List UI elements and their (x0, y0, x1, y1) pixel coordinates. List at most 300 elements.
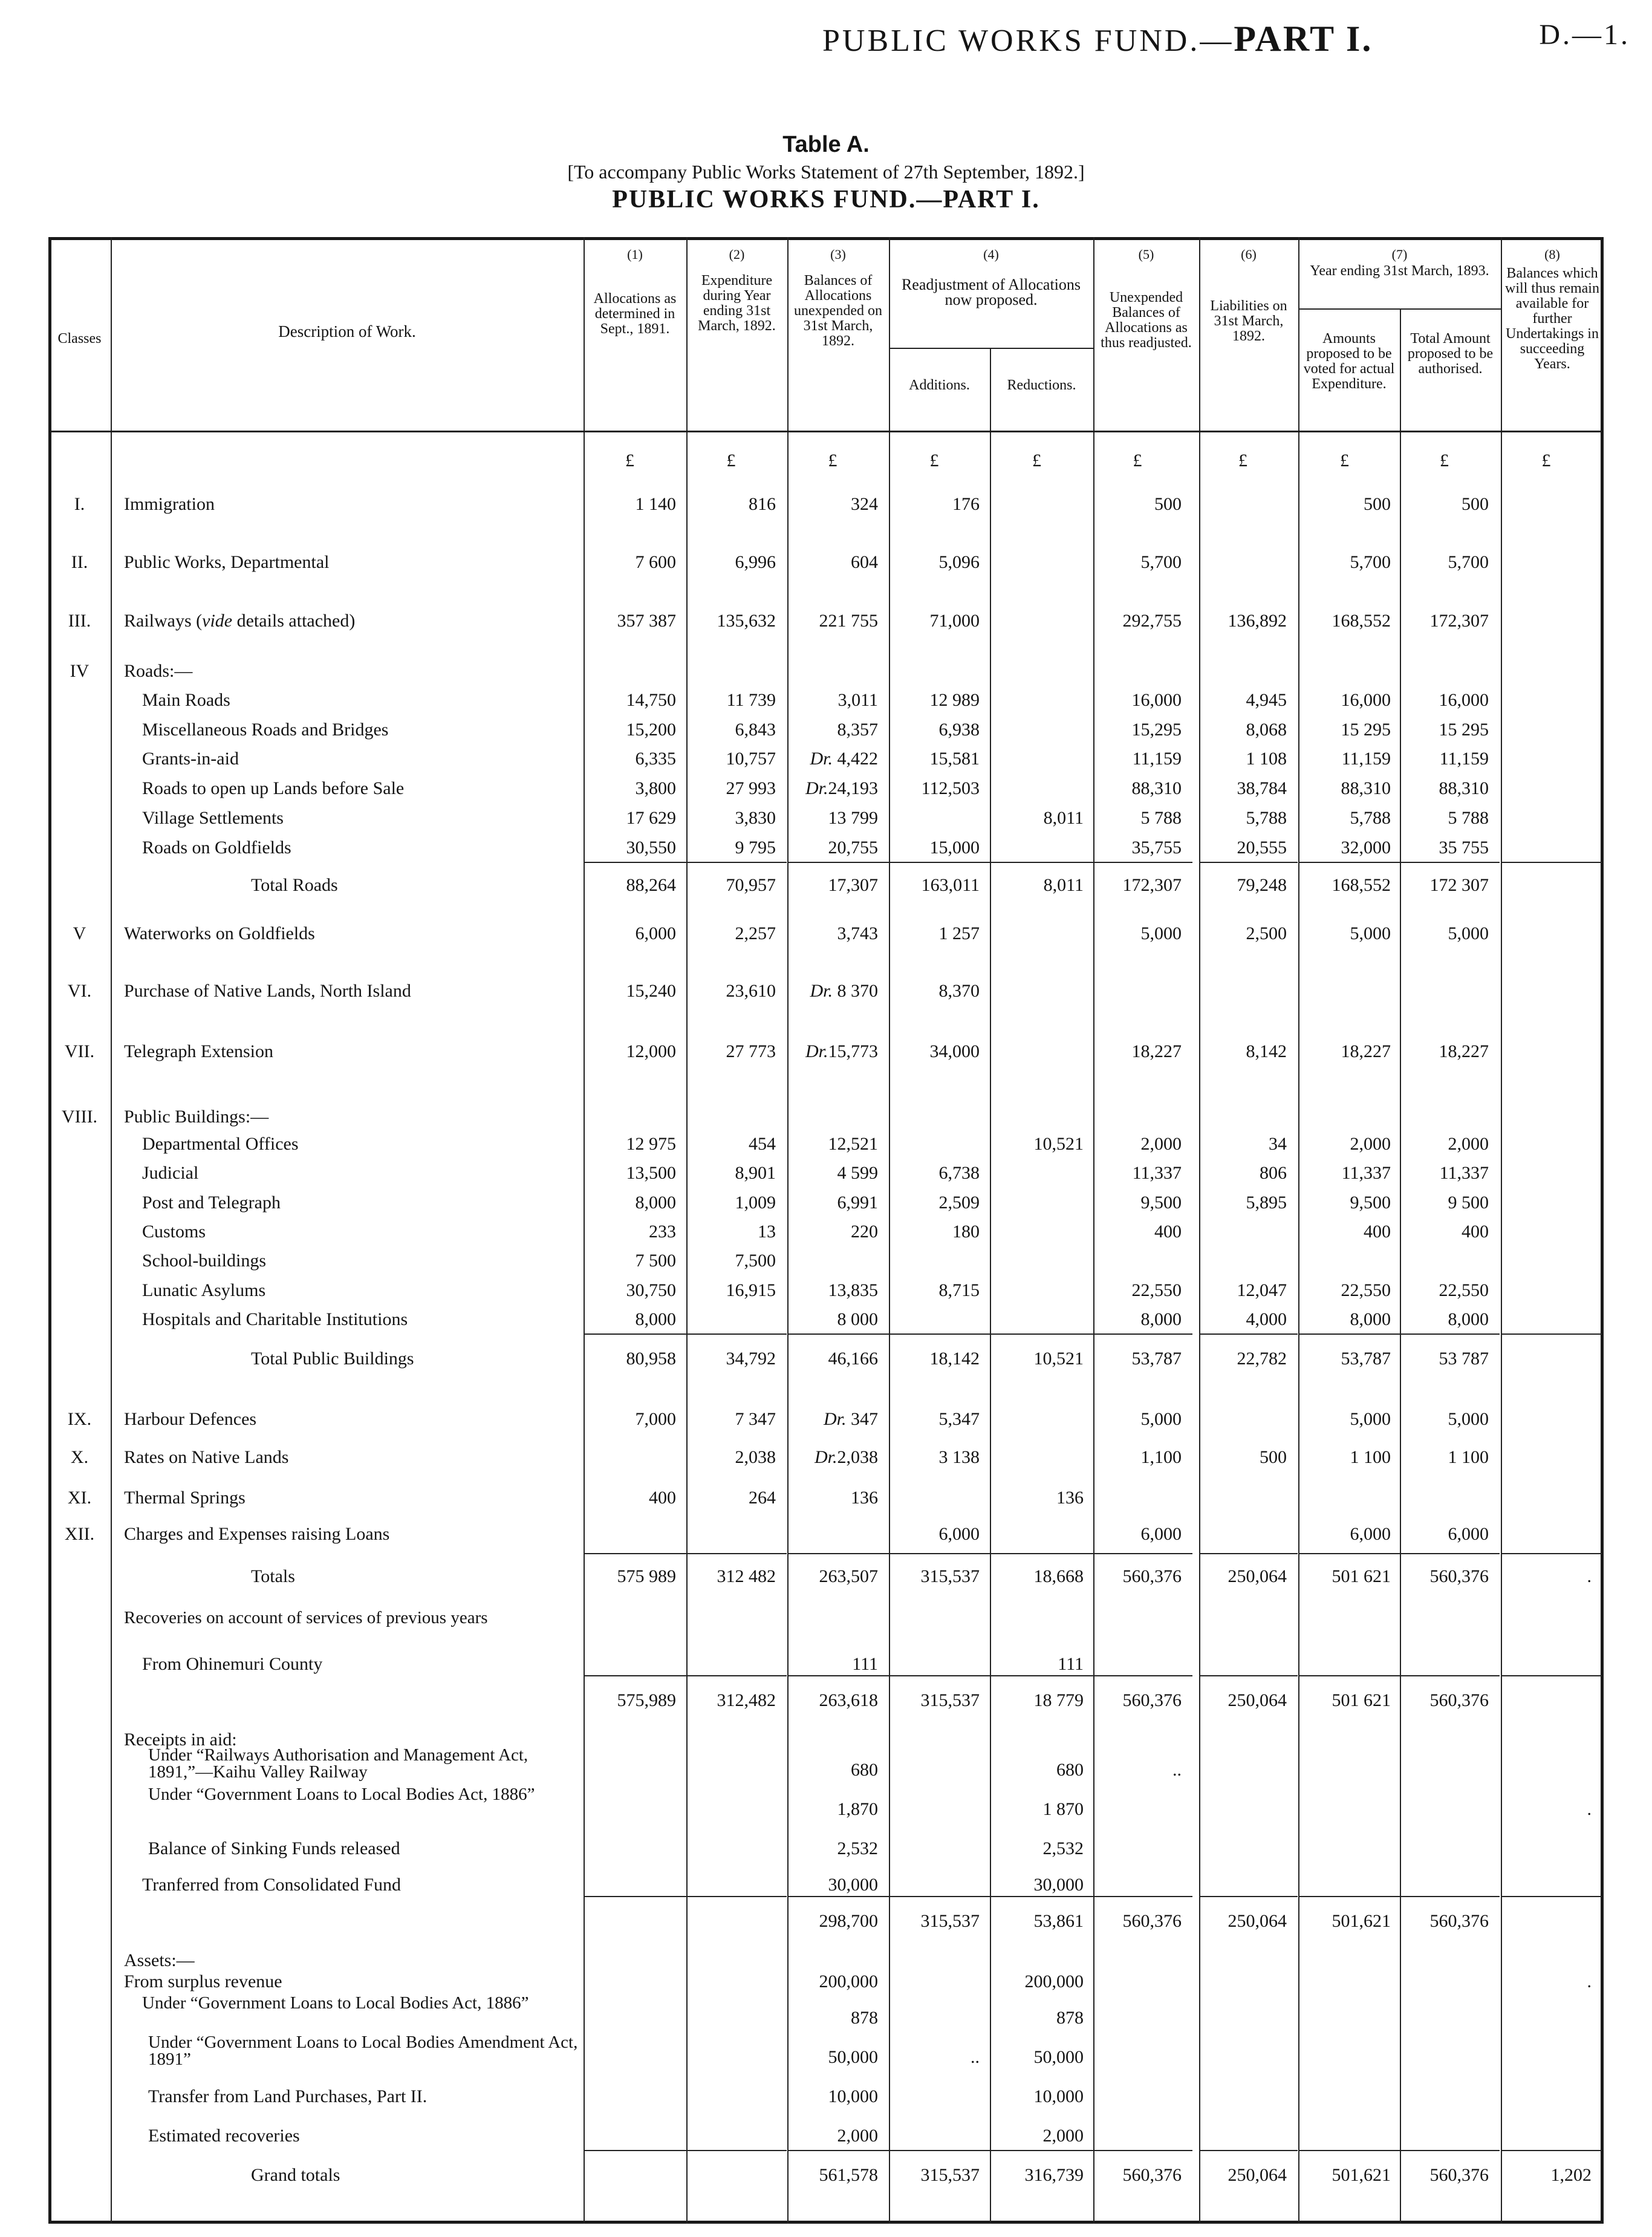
total-rule (1400, 1553, 1500, 1554)
col-num-2: (2) (729, 247, 745, 262)
total-rule (889, 2150, 990, 2151)
work-description: Under “Government Loans to Local Bodies Act, 1886” (142, 1993, 529, 2013)
amount-cell: 136 (851, 1488, 878, 1508)
amount-cell: 13 (758, 1222, 776, 1242)
total-rule (1501, 1333, 1602, 1335)
amount-cell: 263,507 (819, 1566, 878, 1586)
total-rule (787, 862, 889, 863)
total-rule (1093, 1896, 1192, 1897)
col-divider (111, 237, 112, 2224)
amount-cell: 12 975 (626, 1134, 676, 1154)
amount-cell: 10,757 (726, 749, 776, 769)
currency-symbol: £ (1440, 451, 1449, 471)
class-numeral: XII. (64, 1524, 95, 1544)
amount-cell: 315,537 (920, 1566, 980, 1586)
amount-cell: 8,142 (1246, 1041, 1287, 1061)
work-description: Under “Government Loans to Local Bodies Act, 1886” (148, 1785, 535, 1804)
work-description: Estimated recoveries (148, 2126, 300, 2146)
amount-cell: 9 795 (735, 838, 776, 858)
amount-cell: 10,000 (828, 2086, 878, 2106)
class-numeral: VII. (64, 1041, 95, 1061)
col-divider (990, 348, 991, 2224)
amount-cell: 315,537 (920, 2165, 980, 2185)
amount-cell: 680 (851, 1760, 878, 1780)
work-description: Public Buildings:— (124, 1107, 269, 1127)
work-description: Thermal Springs (124, 1488, 246, 1508)
amount-cell: 180 (952, 1222, 980, 1242)
amount-cell: 1,100 (1140, 1447, 1182, 1467)
amount-cell: 575,989 (617, 1690, 676, 1710)
amount-cell: 8,901 (735, 1163, 776, 1183)
col-header-7a: Amounts proposed to be voted for actual Expenditure. (1303, 331, 1395, 392)
amount-cell: 806 (1260, 1163, 1287, 1183)
amount-cell: 88,310 (1131, 778, 1182, 798)
amount-cell: 500 (1154, 494, 1182, 514)
amount-cell: 5,096 (938, 552, 980, 572)
total-rule (1400, 1675, 1500, 1676)
amount-cell: 15,581 (929, 749, 980, 769)
total-rule (686, 1553, 787, 1554)
amount-cell: 10,521 (1033, 1134, 1084, 1154)
amount-cell: 2,257 (735, 923, 776, 943)
col-header-3: Balances of Allocations unexpended on 31st March, 1892. (794, 273, 882, 349)
work-description: Roads:— (124, 661, 193, 681)
amount-cell: 8,000 (1448, 1309, 1489, 1329)
col-num-4: (4) (983, 247, 999, 262)
amount-cell: 16,000 (1131, 690, 1182, 710)
work-description: Grants-in-aid (142, 749, 239, 769)
amount-cell: 11,337 (1341, 1163, 1391, 1183)
amount-cell: 2,038 (735, 1447, 776, 1467)
amount-cell: 163,011 (921, 875, 980, 895)
amount-cell: 3,800 (635, 778, 676, 798)
amount-cell: 79,248 (1237, 875, 1287, 895)
col-header-4-reductions: Reductions. (1007, 377, 1076, 393)
amount-cell: 32,000 (1341, 838, 1391, 858)
amount-cell: 1 108 (1246, 749, 1287, 769)
amount-cell: 13,500 (626, 1163, 676, 1183)
col-header-5: Unexpended Balances of Allocations as thus readjusted. (1101, 290, 1192, 351)
amount-cell: 12,000 (626, 1041, 676, 1061)
amount-cell: 264 (749, 1488, 776, 1508)
class-numeral: XI. (67, 1488, 92, 1508)
amount-cell: 5,000 (1140, 1409, 1182, 1429)
amount-cell: 30,550 (626, 838, 676, 858)
col-header-4: Readjustment of Allocations now proposed. (901, 276, 1081, 308)
amount-cell: 5,347 (938, 1409, 980, 1429)
work-description: Roads to open up Lands before Sale (142, 778, 405, 798)
table-subtitle: [To accompany Public Works Statement of 27th September, 1892.] (567, 161, 1085, 183)
col-divider (1298, 237, 1299, 2224)
amount-cell: 10,521 (1033, 1349, 1084, 1369)
total-rule (1501, 862, 1602, 863)
amount-cell: 250,064 (1228, 1911, 1287, 1931)
amount-cell: 560,376 (1122, 1690, 1182, 1710)
col-header-2: Expenditure during Year ending 31st March, 1892. (698, 273, 776, 334)
amount-cell: 2,000 (1448, 1134, 1489, 1154)
amount-cell: 34 (1269, 1134, 1287, 1154)
amount-cell: 46,166 (828, 1349, 878, 1369)
amount-cell: 5,000 (1350, 923, 1391, 943)
amount-cell: 6,000 (1350, 1524, 1391, 1544)
amount-cell: 15,295 (1131, 720, 1182, 740)
amount-cell: 5 788 (1140, 808, 1182, 828)
total-rule (1400, 2150, 1500, 2151)
amount-cell: 5,000 (1350, 1409, 1391, 1429)
total-label: Total Roads (251, 875, 338, 895)
amount-cell: 18 779 (1033, 1690, 1084, 1710)
work-description: Receipts in aid: (124, 1730, 237, 1750)
amount-cell: 1 870 (1042, 1799, 1084, 1819)
header-rule (889, 348, 1093, 349)
amount-cell: 5,895 (1246, 1193, 1287, 1213)
col-divider (1400, 308, 1401, 2224)
amount-cell: 168,552 (1332, 611, 1391, 631)
total-rule (889, 1896, 990, 1897)
amount-cell: 1,202 (1550, 2165, 1592, 2185)
amount-cell: 6,938 (938, 720, 980, 740)
col-divider (1093, 237, 1094, 2224)
total-rule (1199, 862, 1298, 863)
class-numeral: IX. (67, 1409, 92, 1429)
class-numeral: I. (74, 494, 85, 514)
total-rule (1093, 1675, 1192, 1676)
amount-cell: 111 (852, 1654, 878, 1674)
amount-cell: .. (971, 2047, 980, 2067)
class-numeral: IV (70, 661, 89, 681)
debit-marker: Dr. (810, 749, 833, 769)
table-title: PUBLIC WORKS FUND.—PART I. (612, 186, 1040, 213)
total-rule (584, 1333, 687, 1335)
work-description: Purchase of Native Lands, North Island (124, 981, 411, 1001)
amount-cell: 22,550 (1341, 1280, 1391, 1300)
amount-cell: 6,000 (1140, 1524, 1182, 1544)
amount-cell: 8,715 (938, 1280, 980, 1300)
work-description: Judicial (142, 1163, 199, 1183)
amount-cell: 11,159 (1341, 749, 1391, 769)
amount-cell: 561,578 (819, 2165, 878, 2185)
debit-marker: Dr. (810, 981, 833, 1001)
total-rule (990, 1675, 1094, 1676)
total-rule (990, 1896, 1094, 1897)
amount-cell: 560,376 (1122, 1911, 1182, 1931)
amount-cell: 9,500 (1140, 1193, 1182, 1213)
amount-cell: 27 773 (726, 1041, 776, 1061)
amount-cell: 18,227 (1131, 1041, 1182, 1061)
amount-cell: 15,200 (626, 720, 676, 740)
italic-vide: vide (202, 611, 233, 631)
amount-cell: Dr.24,193 (805, 778, 878, 798)
amount-cell: 501,621 (1332, 2165, 1391, 2185)
amount-cell: 9 500 (1448, 1193, 1489, 1213)
total-rule (1501, 2150, 1602, 2151)
amount-cell: 604 (851, 552, 878, 572)
col-num-6: (6) (1241, 247, 1257, 262)
col-num-8: (8) (1544, 247, 1560, 262)
currency-symbol: £ (1133, 451, 1142, 471)
amount-cell: 3,830 (735, 808, 776, 828)
work-description: Balance of Sinking Funds released (148, 1838, 400, 1858)
amount-cell: 22,550 (1131, 1280, 1182, 1300)
amount-cell: 5,000 (1140, 923, 1182, 943)
amount-cell: 11,337 (1132, 1163, 1182, 1183)
amount-cell: 12,047 (1237, 1280, 1287, 1300)
amount-cell: 2,000 (1042, 2126, 1084, 2146)
amount-cell: 680 (1056, 1760, 1084, 1780)
amount-cell: 35,755 (1131, 838, 1182, 858)
amount-cell: 16,000 (1439, 690, 1489, 710)
amount-cell: 20,555 (1237, 838, 1287, 858)
amount-cell: 6,000 (635, 923, 676, 943)
amount-cell: 2,000 (1350, 1134, 1391, 1154)
amount-cell: 5,700 (1350, 552, 1391, 572)
work-description: Assets:— (124, 1950, 195, 1970)
amount-cell: 878 (1056, 2008, 1084, 2028)
total-label: Total Public Buildings (251, 1349, 414, 1369)
amount-cell: Dr.2,038 (814, 1447, 878, 1467)
amount-cell: 34,792 (726, 1349, 776, 1369)
header-title-part: PART I. (1234, 19, 1373, 59)
amount-cell: 1,009 (735, 1193, 776, 1213)
amount-cell: 8,000 (635, 1193, 676, 1213)
amount-cell: 10,000 (1033, 2086, 1084, 2106)
amount-cell: 11,159 (1439, 749, 1489, 769)
class-numeral: VI. (67, 981, 92, 1001)
amount-cell: 6,843 (735, 720, 776, 740)
amount-cell: 8,000 (1350, 1309, 1391, 1329)
debit-marker: Dr. (814, 1447, 837, 1467)
col-divider (584, 237, 585, 2224)
total-rule (584, 1553, 687, 1554)
total-rule (787, 1675, 889, 1676)
debit-marker: Dr. (805, 1041, 828, 1061)
col-divider (686, 237, 688, 2224)
amount-cell: 172,307 (1122, 875, 1182, 895)
amount-cell: 5,000 (1448, 1409, 1489, 1429)
amount-cell: 18,142 (929, 1349, 980, 1369)
amount-cell: 7 600 (635, 552, 676, 572)
total-rule (1199, 2150, 1298, 2151)
amount-cell: . (1587, 1799, 1592, 1819)
amount-cell: 15,240 (626, 981, 676, 1001)
col-header-7b: Total Amount proposed to be authorised. (1407, 331, 1494, 377)
amount-cell: 2,000 (837, 2126, 878, 2146)
amount-cell: 88,264 (626, 875, 676, 895)
amount-cell: 200,000 (819, 1972, 878, 1991)
amount-cell: 172 307 (1429, 875, 1489, 895)
amount-cell: 176 (952, 494, 980, 514)
work-description: Tranferred from Consolidated Fund (142, 1875, 401, 1895)
currency-symbol: £ (1340, 451, 1349, 471)
total-rule (1501, 1675, 1602, 1676)
amount-cell: 4,000 (1246, 1309, 1287, 1329)
amount-cell: 38,784 (1237, 778, 1287, 798)
amount-cell: 23,610 (726, 981, 776, 1001)
amount-cell: 7,500 (735, 1251, 776, 1271)
work-description: Waterworks on Goldfields (124, 923, 315, 943)
amount-cell: 13,835 (828, 1280, 878, 1300)
work-description: School-buildings (142, 1251, 267, 1271)
amount-cell: 168,552 (1332, 875, 1391, 895)
amount-cell: 5,700 (1140, 552, 1182, 572)
amount-cell: 8,357 (837, 720, 878, 740)
amount-cell: 8,011 (1043, 808, 1084, 828)
amount-cell: 878 (851, 2008, 878, 2028)
total-rule (584, 862, 687, 863)
work-description: Roads on Goldfields (142, 838, 291, 858)
total-rule (686, 1896, 787, 1897)
amount-cell: Dr. 8 370 (810, 981, 878, 1001)
amount-cell: 501,621 (1332, 1911, 1391, 1931)
total-rule (990, 1553, 1094, 1554)
work-description: Under “Government Loans to Local Bodies Amendment Act, 1891” (148, 2033, 578, 2069)
amount-cell: 53,787 (1131, 1349, 1182, 1369)
total-rule (1093, 2150, 1192, 2151)
amount-cell: 400 (1154, 1222, 1182, 1242)
amount-cell: 6,991 (837, 1193, 878, 1213)
amount-cell: 1 140 (635, 494, 676, 514)
total-rule (787, 1896, 889, 1897)
amount-cell: 5,000 (1448, 923, 1489, 943)
table-label: Table A. (782, 132, 870, 157)
amount-cell: 2,500 (1246, 923, 1287, 943)
amount-cell: 6,738 (938, 1163, 980, 1183)
amount-cell: 233 (649, 1222, 676, 1242)
amount-cell: 1,870 (837, 1799, 878, 1819)
amount-cell: 1 100 (1350, 1447, 1391, 1467)
col-divider (1199, 237, 1200, 2224)
amount-cell: 13 799 (828, 808, 878, 828)
amount-cell: 2,509 (938, 1193, 980, 1213)
page-header-title (822, 18, 1373, 60)
amount-cell: 5,788 (1350, 808, 1391, 828)
class-numeral: III. (68, 611, 91, 631)
amount-cell: 136 (1056, 1488, 1084, 1508)
work-description: Hospitals and Charitable Institutions (142, 1309, 408, 1329)
amount-cell: 53 787 (1439, 1349, 1489, 1369)
total-rule (1298, 1553, 1402, 1554)
work-description: Immigration (124, 494, 215, 514)
amount-cell: 50,000 (828, 2047, 878, 2067)
amount-cell: 5,700 (1448, 552, 1489, 572)
amount-cell: 501 621 (1332, 1690, 1391, 1710)
debit-marker: Dr. (805, 778, 828, 798)
amount-cell: 560,376 (1122, 2165, 1182, 2185)
work-description: Miscellaneous Roads and Bridges (142, 720, 389, 740)
amount-cell: 2,532 (837, 1838, 878, 1858)
total-rule (1400, 1333, 1500, 1335)
currency-symbol: £ (828, 451, 837, 471)
amount-cell: . (1587, 1972, 1592, 1991)
amount-cell: 250,064 (1228, 1566, 1287, 1586)
total-rule (787, 1333, 889, 1335)
amount-cell: 53,861 (1033, 1911, 1084, 1931)
amount-cell: 6,000 (1448, 1524, 1489, 1544)
amount-cell: 16,915 (726, 1280, 776, 1300)
work-description: From surplus revenue (124, 1972, 282, 1991)
class-numeral: X. (70, 1447, 89, 1467)
total-rule (1501, 1553, 1602, 1554)
total-rule (1199, 1896, 1298, 1897)
total-rule (787, 2150, 889, 2151)
col-header-description: Description of Work. (278, 322, 416, 340)
amount-cell: 500 (1364, 494, 1391, 514)
amount-cell: 15 295 (1341, 720, 1391, 740)
total-rule (1298, 1675, 1402, 1676)
amount-cell: 15 295 (1439, 720, 1489, 740)
total-rule (1298, 1896, 1402, 1897)
amount-cell: 7 500 (635, 1251, 676, 1271)
amount-cell: 6,335 (635, 749, 676, 769)
amount-cell: 316,739 (1024, 2165, 1084, 2185)
amount-cell: 315,537 (920, 1911, 980, 1931)
total-rule (686, 1333, 787, 1335)
amount-cell: 312,482 (717, 1690, 776, 1710)
amount-cell: 18,227 (1439, 1041, 1489, 1061)
amount-cell: 12,521 (828, 1134, 878, 1154)
amount-cell: 560,376 (1429, 2165, 1489, 2185)
currency-symbol: £ (1032, 451, 1041, 471)
work-description: Transfer from Land Purchases, Part II. (148, 2086, 428, 2106)
amount-cell: 501 621 (1332, 1566, 1391, 1586)
work-description: Rates on Native Lands (124, 1447, 289, 1467)
amount-cell: 111 (1058, 1654, 1084, 1674)
amount-cell: 11 739 (726, 690, 776, 710)
amount-cell: 17,307 (828, 875, 878, 895)
col-header-6: Liabilities on 31st March, 1892. (1210, 298, 1287, 344)
amount-cell: 80,958 (626, 1349, 676, 1369)
total-rule (686, 862, 787, 863)
amount-cell: 11,159 (1132, 749, 1182, 769)
amount-cell: 22,782 (1237, 1349, 1287, 1369)
total-rule (889, 1675, 990, 1676)
debit-marker: Dr. (823, 1409, 847, 1429)
amount-cell: 357 387 (617, 611, 676, 631)
amount-cell: 250,064 (1228, 2165, 1287, 2185)
total-label: Totals (251, 1566, 295, 1586)
total-rule (889, 1553, 990, 1554)
amount-cell: 15,000 (929, 838, 980, 858)
amount-cell: 50,000 (1033, 2047, 1084, 2067)
total-rule (1400, 1896, 1500, 1897)
amount-cell: 2,000 (1140, 1134, 1182, 1154)
work-description: Under “Railways Authorisation and Management Act, 1891,”—Kaihu Valley Railway (148, 1745, 528, 1782)
amount-cell: 7 347 (735, 1409, 776, 1429)
amount-cell: 6,996 (735, 552, 776, 572)
amount-cell: 4,945 (1246, 690, 1287, 710)
amount-cell: 3 138 (938, 1447, 980, 1467)
total-rule (1298, 862, 1402, 863)
amount-cell: 12 989 (929, 690, 980, 710)
total-rule (990, 1333, 1094, 1335)
amount-cell: 5,788 (1246, 808, 1287, 828)
amount-cell: 53,787 (1341, 1349, 1391, 1369)
col-divider (889, 237, 890, 2224)
amount-cell: .. (1172, 1760, 1182, 1780)
amount-cell: 88,310 (1341, 778, 1391, 798)
amount-cell: 30,750 (626, 1280, 676, 1300)
total-rule (584, 2150, 687, 2151)
total-rule (1501, 1896, 1602, 1897)
document-reference: D.—1. (1539, 19, 1630, 51)
amount-cell: 14,750 (626, 690, 676, 710)
amount-cell: 8,000 (1140, 1309, 1182, 1329)
total-rule (990, 2150, 1094, 2151)
total-rule (787, 1553, 889, 1554)
amount-cell: 400 (649, 1488, 676, 1508)
total-rule (1093, 1553, 1192, 1554)
amount-cell: 8,000 (635, 1309, 676, 1329)
